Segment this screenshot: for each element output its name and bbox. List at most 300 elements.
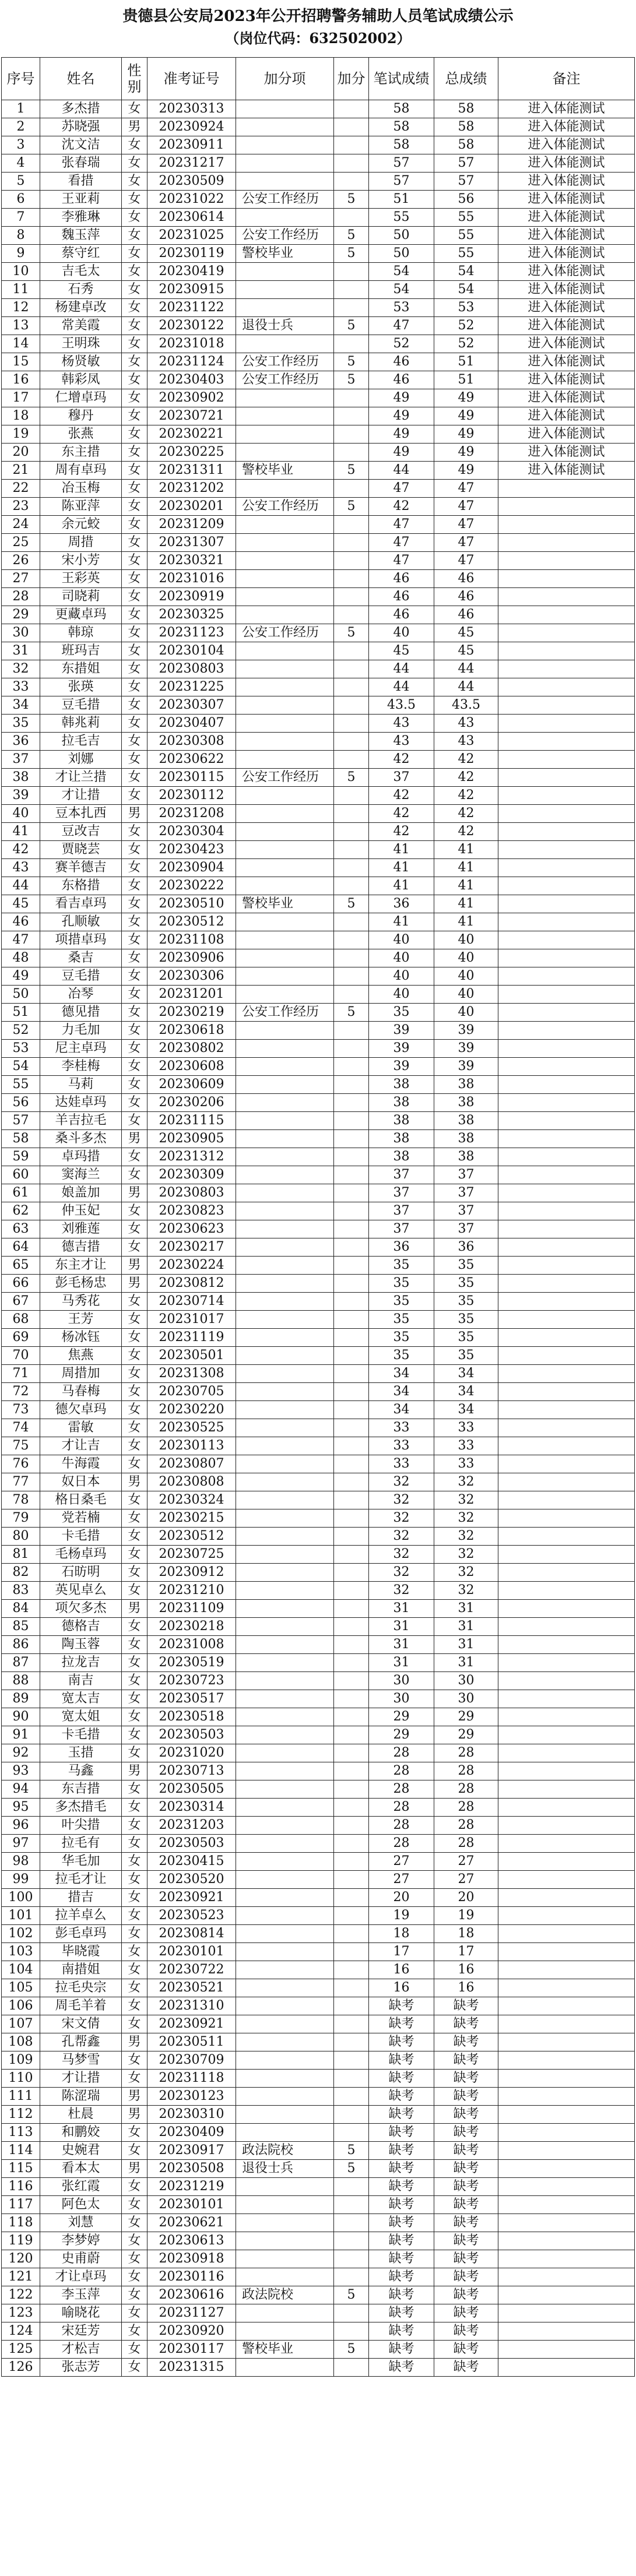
- cell-exam-id: 20230104: [147, 642, 236, 660]
- cell-seq: 120: [2, 2250, 40, 2268]
- cell-seq: 25: [2, 534, 40, 552]
- table-row: [2, 696, 635, 715]
- cell-seq: 29: [2, 606, 40, 624]
- cell-name: 陶玉蓉: [40, 1636, 122, 1654]
- cell-total-score: 缺考: [434, 2359, 498, 2377]
- cell-bonus-points: [334, 1383, 369, 1401]
- cell-remark: [498, 2304, 635, 2322]
- cell-seq: 98: [2, 1853, 40, 1871]
- cell-gender: 女: [122, 1166, 147, 1184]
- cell-exam-id: 20230723: [147, 1672, 236, 1690]
- cell-name: 拉羊卓么: [40, 1907, 122, 1925]
- cell-remark: 进入体能测试: [498, 353, 635, 371]
- cell-bonus-item: [236, 1329, 334, 1347]
- cell-bonus-item: [236, 967, 334, 986]
- table-row: [2, 769, 635, 787]
- cell-bonus-item: [236, 660, 334, 678]
- cell-bonus-item: [236, 1130, 334, 1148]
- cell-remark: [498, 2124, 635, 2142]
- table-row: [2, 2124, 635, 2142]
- cell-name: 马梦雪: [40, 2051, 122, 2070]
- cell-gender: 女: [122, 245, 147, 263]
- table-row: [2, 2214, 635, 2232]
- cell-gender: 女: [122, 209, 147, 227]
- cell-bonus-points: [334, 1275, 369, 1293]
- cell-remark: 进入体能测试: [498, 281, 635, 299]
- score-table: [1, 57, 635, 2377]
- cell-remark: [498, 751, 635, 769]
- table-row: [2, 2033, 635, 2051]
- cell-total-score: 49: [434, 389, 498, 407]
- cell-bonus-points: [334, 1636, 369, 1654]
- cell-seq: 62: [2, 1202, 40, 1220]
- table-row: [2, 733, 635, 751]
- cell-total-score: 57: [434, 173, 498, 191]
- cell-exam-id: 20231115: [147, 1112, 236, 1130]
- cell-total-score: 33: [434, 1455, 498, 1473]
- cell-written-score: 49: [369, 425, 434, 444]
- cell-seq: 85: [2, 1618, 40, 1636]
- table-row: [2, 407, 635, 425]
- cell-exam-id: 20230222: [147, 877, 236, 895]
- cell-total-score: 47: [434, 498, 498, 516]
- table-row: [2, 335, 635, 353]
- cell-remark: [498, 1040, 635, 1058]
- cell-bonus-points: [334, 2232, 369, 2250]
- cell-remark: [498, 516, 635, 534]
- header-bonus-points: 加分: [334, 58, 369, 100]
- cell-written-score: 16: [369, 1979, 434, 1997]
- cell-name: 尼主卓玛: [40, 1040, 122, 1058]
- cell-gender: 女: [122, 2124, 147, 2142]
- table-row: [2, 967, 635, 986]
- cell-name: 穆丹: [40, 407, 122, 425]
- cell-remark: [498, 1166, 635, 1184]
- cell-name: 和鹏姣: [40, 2124, 122, 2142]
- cell-seq: 18: [2, 407, 40, 425]
- table-row: [2, 1961, 635, 1979]
- cell-exam-id: 20230101: [147, 2196, 236, 2214]
- cell-gender: 女: [122, 2015, 147, 2033]
- cell-bonus-item: [236, 1925, 334, 1943]
- cell-written-score: 38: [369, 1112, 434, 1130]
- cell-seq: 87: [2, 1654, 40, 1672]
- cell-gender: 女: [122, 1148, 147, 1166]
- cell-written-score: 34: [369, 1383, 434, 1401]
- cell-exam-id: 20230920: [147, 2322, 236, 2341]
- cell-gender: 女: [122, 1853, 147, 1871]
- cell-bonus-item: [236, 136, 334, 154]
- cell-seq: 104: [2, 1961, 40, 1979]
- cell-bonus-points: [334, 389, 369, 407]
- cell-remark: [498, 2359, 635, 2377]
- cell-bonus-item: [236, 534, 334, 552]
- cell-written-score: 31: [369, 1636, 434, 1654]
- cell-gender: 女: [122, 769, 147, 787]
- cell-written-score: 17: [369, 1943, 434, 1961]
- cell-name: 德格吉: [40, 1618, 122, 1636]
- cell-written-score: 37: [369, 1166, 434, 1184]
- cell-total-score: 47: [434, 480, 498, 498]
- cell-written-score: 32: [369, 1546, 434, 1564]
- cell-remark: [498, 2070, 635, 2088]
- cell-written-score: 缺考: [369, 2196, 434, 2214]
- table-row: [2, 660, 635, 678]
- cell-remark: [498, 1943, 635, 1961]
- cell-name: 常美霞: [40, 317, 122, 335]
- cell-gender: 女: [122, 407, 147, 425]
- cell-exam-id: 20230614: [147, 209, 236, 227]
- cell-bonus-points: [334, 2214, 369, 2232]
- cell-written-score: 缺考: [369, 2033, 434, 2051]
- cell-total-score: 46: [434, 570, 498, 588]
- cell-total-score: 16: [434, 1979, 498, 1997]
- cell-exam-id: 20230512: [147, 1528, 236, 1546]
- cell-written-score: 缺考: [369, 2178, 434, 2196]
- cell-bonus-item: [236, 1437, 334, 1455]
- cell-written-score: 34: [369, 1401, 434, 1419]
- cell-bonus-points: [334, 263, 369, 281]
- cell-name: 德吉措: [40, 1238, 122, 1257]
- cell-bonus-points: [334, 281, 369, 299]
- cell-exam-id: 20230419: [147, 263, 236, 281]
- table-row: [2, 1238, 635, 1257]
- cell-seq: 84: [2, 1600, 40, 1618]
- cell-bonus-points: [334, 1220, 369, 1238]
- cell-bonus-points: [334, 516, 369, 534]
- cell-bonus-points: [334, 751, 369, 769]
- cell-gender: 女: [122, 751, 147, 769]
- cell-bonus-points: [334, 534, 369, 552]
- cell-total-score: 42: [434, 787, 498, 805]
- cell-gender: 女: [122, 1979, 147, 1997]
- cell-total-score: 缺考: [434, 1997, 498, 2015]
- cell-written-score: 30: [369, 1672, 434, 1690]
- cell-name: 李雅琳: [40, 209, 122, 227]
- cell-remark: [498, 2033, 635, 2051]
- table-row: [2, 1618, 635, 1636]
- cell-written-score: 28: [369, 1835, 434, 1853]
- cell-bonus-item: 退役士兵: [236, 317, 334, 335]
- cell-exam-id: 20230517: [147, 1690, 236, 1708]
- cell-bonus-item: [236, 480, 334, 498]
- cell-exam-id: 20230119: [147, 245, 236, 263]
- cell-total-score: 17: [434, 1943, 498, 1961]
- cell-seq: 9: [2, 245, 40, 263]
- cell-bonus-item: 公安工作经历: [236, 227, 334, 245]
- cell-gender: 女: [122, 2268, 147, 2286]
- cell-gender: 女: [122, 100, 147, 118]
- cell-gender: 女: [122, 1672, 147, 1690]
- cell-seq: 42: [2, 841, 40, 859]
- cell-written-score: 缺考: [369, 2341, 434, 2359]
- header-seq: 序号: [2, 58, 40, 100]
- cell-seq: 113: [2, 2124, 40, 2142]
- cell-remark: [498, 1401, 635, 1419]
- cell-written-score: 35: [369, 1275, 434, 1293]
- cell-bonus-item: [236, 154, 334, 173]
- table-row: [2, 1509, 635, 1528]
- cell-written-score: 38: [369, 1130, 434, 1148]
- cell-bonus-item: [236, 299, 334, 317]
- cell-bonus-item: [236, 1365, 334, 1383]
- cell-seq: 105: [2, 1979, 40, 1997]
- cell-bonus-points: [334, 967, 369, 986]
- cell-exam-id: 20230609: [147, 1076, 236, 1094]
- cell-bonus-item: [236, 1419, 334, 1437]
- cell-bonus-points: [334, 1491, 369, 1509]
- cell-total-score: 35: [434, 1311, 498, 1329]
- cell-name: 马春梅: [40, 1383, 122, 1401]
- cell-bonus-points: [334, 154, 369, 173]
- cell-total-score: 缺考: [434, 2304, 498, 2322]
- cell-bonus-points: 5: [334, 2142, 369, 2160]
- cell-name: 达娃卓玛: [40, 1094, 122, 1112]
- cell-remark: [498, 1004, 635, 1022]
- cell-name: 华毛加: [40, 1853, 122, 1871]
- cell-bonus-points: [334, 2196, 369, 2214]
- table-row: [2, 1708, 635, 1726]
- cell-bonus-points: [334, 2250, 369, 2268]
- table-row: [2, 1853, 635, 1871]
- cell-total-score: 39: [434, 1022, 498, 1040]
- cell-total-score: 缺考: [434, 2160, 498, 2178]
- cell-remark: [498, 2322, 635, 2341]
- cell-written-score: 38: [369, 1094, 434, 1112]
- cell-bonus-points: [334, 2088, 369, 2106]
- table-row: [2, 1997, 635, 2015]
- cell-bonus-item: [236, 949, 334, 967]
- cell-seq: 97: [2, 1835, 40, 1853]
- cell-gender: 女: [122, 1112, 147, 1130]
- cell-name: 东主措: [40, 444, 122, 462]
- cell-seq: 119: [2, 2232, 40, 2250]
- cell-remark: [498, 1708, 635, 1726]
- cell-bonus-item: [236, 2051, 334, 2070]
- cell-written-score: 缺考: [369, 1997, 434, 2015]
- cell-total-score: 30: [434, 1690, 498, 1708]
- cell-exam-id: 20231208: [147, 805, 236, 823]
- cell-total-score: 37: [434, 1166, 498, 1184]
- cell-name: 玉措: [40, 1744, 122, 1762]
- cell-total-score: 47: [434, 534, 498, 552]
- cell-seq: 51: [2, 1004, 40, 1022]
- cell-bonus-points: [334, 1528, 369, 1546]
- cell-total-score: 35: [434, 1293, 498, 1311]
- cell-total-score: 41: [434, 895, 498, 913]
- cell-bonus-points: 5: [334, 371, 369, 389]
- cell-seq: 111: [2, 2088, 40, 2106]
- cell-remark: [498, 1817, 635, 1835]
- cell-seq: 45: [2, 895, 40, 913]
- cell-gender: 女: [122, 588, 147, 606]
- cell-exam-id: 20230911: [147, 136, 236, 154]
- cell-seq: 63: [2, 1220, 40, 1238]
- cell-bonus-item: [236, 1871, 334, 1889]
- cell-name: 魏玉萍: [40, 227, 122, 245]
- cell-gender: 女: [122, 2070, 147, 2088]
- cell-remark: [498, 1835, 635, 1853]
- cell-remark: [498, 1672, 635, 1690]
- cell-total-score: 41: [434, 841, 498, 859]
- cell-exam-id: 20230224: [147, 1257, 236, 1275]
- cell-gender: 女: [122, 227, 147, 245]
- cell-total-score: 40: [434, 1004, 498, 1022]
- cell-remark: 进入体能测试: [498, 317, 635, 335]
- cell-bonus-points: 5: [334, 353, 369, 371]
- cell-bonus-points: [334, 1997, 369, 2015]
- cell-gender: 女: [122, 191, 147, 209]
- cell-seq: 19: [2, 425, 40, 444]
- cell-total-score: 缺考: [434, 2033, 498, 2051]
- cell-exam-id: 20230918: [147, 2250, 236, 2268]
- cell-written-score: 缺考: [369, 2286, 434, 2304]
- cell-written-score: 58: [369, 118, 434, 136]
- cell-gender: 女: [122, 1491, 147, 1509]
- cell-written-score: 35: [369, 1004, 434, 1022]
- cell-bonus-item: 政法院校: [236, 2142, 334, 2160]
- cell-total-score: 40: [434, 986, 498, 1004]
- cell-written-score: 31: [369, 1600, 434, 1618]
- cell-remark: [498, 1780, 635, 1799]
- cell-name: 杨建卓改: [40, 299, 122, 317]
- cell-gender: 女: [122, 2214, 147, 2232]
- cell-seq: 123: [2, 2304, 40, 2322]
- cell-written-score: 32: [369, 1564, 434, 1582]
- cell-remark: [498, 986, 635, 1004]
- cell-name: 叶尖措: [40, 1817, 122, 1835]
- cell-name: 看本太: [40, 2160, 122, 2178]
- cell-total-score: 40: [434, 967, 498, 986]
- cell-written-score: 28: [369, 1780, 434, 1799]
- cell-total-score: 37: [434, 1202, 498, 1220]
- cell-total-score: 32: [434, 1582, 498, 1600]
- cell-bonus-points: [334, 1347, 369, 1365]
- cell-remark: [498, 1582, 635, 1600]
- cell-remark: [498, 2268, 635, 2286]
- cell-remark: [498, 1130, 635, 1148]
- cell-bonus-points: [334, 1202, 369, 1220]
- cell-bonus-item: [236, 1582, 334, 1600]
- cell-bonus-points: [334, 1311, 369, 1329]
- cell-remark: [498, 1762, 635, 1780]
- table-row: [2, 1907, 635, 1925]
- cell-seq: 69: [2, 1329, 40, 1347]
- table-row: [2, 2250, 635, 2268]
- cell-written-score: 28: [369, 1744, 434, 1762]
- cell-bonus-points: [334, 1853, 369, 1871]
- cell-bonus-item: 公安工作经历: [236, 353, 334, 371]
- cell-total-score: 58: [434, 118, 498, 136]
- table-row: [2, 118, 635, 136]
- cell-remark: [498, 480, 635, 498]
- table-row: [2, 444, 635, 462]
- cell-bonus-item: 警校毕业: [236, 245, 334, 263]
- cell-total-score: 28: [434, 1744, 498, 1762]
- cell-remark: [498, 805, 635, 823]
- cell-exam-id: 20231022: [147, 191, 236, 209]
- cell-seq: 82: [2, 1564, 40, 1582]
- cell-total-score: 35: [434, 1347, 498, 1365]
- table-row: [2, 1925, 635, 1943]
- cell-seq: 95: [2, 1799, 40, 1817]
- table-row: [2, 2304, 635, 2322]
- cell-seq: 66: [2, 1275, 40, 1293]
- cell-seq: 106: [2, 1997, 40, 2015]
- cell-gender: 女: [122, 931, 147, 949]
- cell-bonus-item: [236, 1148, 334, 1166]
- cell-name: 陈亚萍: [40, 498, 122, 516]
- cell-total-score: 39: [434, 1058, 498, 1076]
- cell-bonus-points: 5: [334, 895, 369, 913]
- table-row: [2, 1347, 635, 1365]
- cell-bonus-item: [236, 787, 334, 805]
- cell-gender: 女: [122, 281, 147, 299]
- cell-written-score: 37: [369, 1202, 434, 1220]
- cell-remark: 进入体能测试: [498, 444, 635, 462]
- cell-bonus-item: [236, 733, 334, 751]
- cell-bonus-item: [236, 1184, 334, 1202]
- cell-name: 张瑛: [40, 678, 122, 696]
- cell-remark: [498, 823, 635, 841]
- cell-exam-id: 20230518: [147, 1708, 236, 1726]
- cell-name: 陈涩瑞: [40, 2088, 122, 2106]
- cell-total-score: 38: [434, 1094, 498, 1112]
- cell-gender: 男: [122, 805, 147, 823]
- cell-seq: 21: [2, 462, 40, 480]
- cell-exam-id: 20231118: [147, 2070, 236, 2088]
- cell-exam-id: 20230915: [147, 281, 236, 299]
- cell-seq: 71: [2, 1365, 40, 1383]
- cell-exam-id: 20230521: [147, 1979, 236, 1997]
- table-row: [2, 173, 635, 191]
- cell-name: 彭毛卓玛: [40, 1925, 122, 1943]
- cell-written-score: 31: [369, 1618, 434, 1636]
- cell-gender: 女: [122, 1094, 147, 1112]
- table-row: [2, 1148, 635, 1166]
- cell-name: 豆毛措: [40, 696, 122, 715]
- table-row: [2, 1437, 635, 1455]
- cell-gender: 女: [122, 2286, 147, 2304]
- cell-total-score: 42: [434, 769, 498, 787]
- cell-written-score: 16: [369, 1961, 434, 1979]
- table-row: [2, 1329, 635, 1347]
- cell-remark: [498, 949, 635, 967]
- cell-exam-id: 20230508: [147, 2160, 236, 2178]
- cell-bonus-item: [236, 1275, 334, 1293]
- cell-bonus-points: 5: [334, 2341, 369, 2359]
- cell-remark: [498, 696, 635, 715]
- cell-exam-id: 20230225: [147, 444, 236, 462]
- cell-name: 周措加: [40, 1365, 122, 1383]
- cell-bonus-item: [236, 859, 334, 877]
- cell-bonus-points: [334, 1925, 369, 1943]
- cell-written-score: 36: [369, 895, 434, 913]
- cell-gender: 女: [122, 1401, 147, 1419]
- cell-exam-id: 20230906: [147, 949, 236, 967]
- cell-bonus-points: [334, 1293, 369, 1311]
- cell-gender: 女: [122, 1799, 147, 1817]
- cell-bonus-item: [236, 1040, 334, 1058]
- cell-remark: [498, 2286, 635, 2304]
- cell-seq: 126: [2, 2359, 40, 2377]
- cell-bonus-points: [334, 1835, 369, 1853]
- cell-bonus-points: 5: [334, 462, 369, 480]
- cell-written-score: 35: [369, 1311, 434, 1329]
- cell-total-score: 27: [434, 1871, 498, 1889]
- cell-exam-id: 20230510: [147, 895, 236, 913]
- cell-bonus-points: [334, 841, 369, 859]
